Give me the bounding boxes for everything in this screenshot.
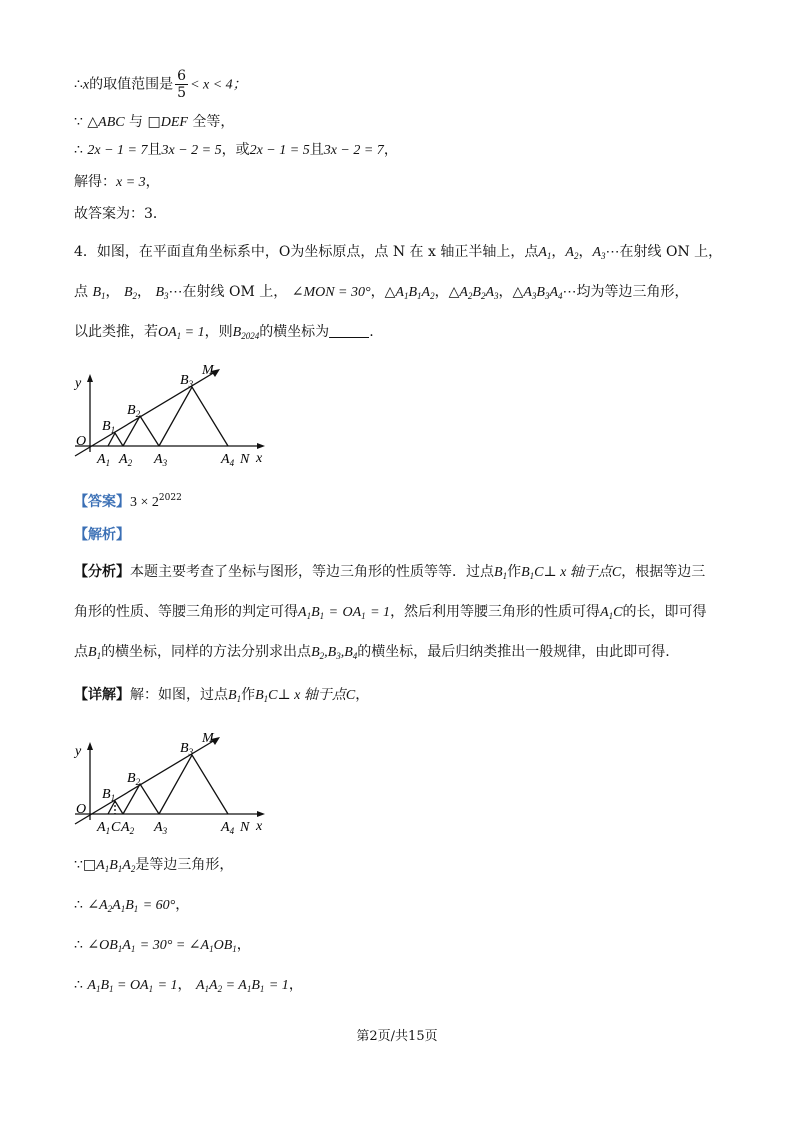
text: = (328, 605, 339, 620)
a3-label: $A_3$ (154, 820, 168, 836)
angle-ob1a1: $OB_1A_1$ (99, 938, 136, 954)
text: . (369, 324, 374, 340)
text: = 1 (370, 605, 391, 620)
text: ∴ (74, 977, 83, 993)
point-a3: $A_3$ (592, 245, 606, 261)
b2-label: $B_2$ (127, 403, 141, 419)
point-b1: $B_1$ (88, 645, 102, 661)
step-equilateral (74, 855, 233, 876)
triangle-a1b1a2: $A_1B_1A_2$ (395, 285, 435, 301)
angle-a1ob1: $A_1OB_1$ (200, 938, 237, 954)
problem-line-2 (74, 282, 689, 303)
origin-label: O (76, 434, 87, 449)
triangle-3 (159, 755, 228, 814)
step-angle-60 (74, 895, 189, 916)
problem-line-1 (74, 242, 722, 263)
y-label: y (75, 744, 82, 759)
angle-mon: ∠MON = 30° (291, 285, 371, 300)
point-b1: $B_1$ (494, 565, 508, 581)
inequality-tail: < x < 4； (190, 77, 247, 93)
fraction (175, 68, 188, 101)
triangle-2 (123, 416, 159, 446)
ray-om (75, 740, 215, 824)
answer-label: 【答案】 (74, 494, 130, 510)
text: 且 (309, 142, 324, 158)
b2-label: $B_2$ (127, 771, 141, 787)
text: 的横坐标，同样的方法分别求出点 (101, 644, 312, 660)
text: 点 (74, 284, 88, 300)
point-a1: $A_1$ (538, 245, 552, 261)
equation: = 1 (157, 978, 178, 993)
step-angle-30 (74, 935, 251, 956)
text: ⊥ x 轴于点 (543, 565, 612, 580)
points-b2-b3-b4: $B_2,B_3,B_4$ (311, 645, 358, 661)
text: 且 (147, 142, 162, 158)
equation: = 1 (181, 325, 205, 340)
b1-label: $B_1$ (102, 787, 116, 803)
detail-line (74, 685, 369, 706)
solution-line-congruent (74, 112, 234, 133)
text: 的横坐标，最后归纳类推出一般规律，由此即可得. (357, 644, 670, 660)
answer-base: 3 × 2 (130, 495, 159, 510)
segment-a1b1: $A_1B_1$ (298, 605, 325, 621)
y-label: y (75, 376, 82, 391)
point-a2: $A_2$ (565, 245, 579, 261)
triangle-3 (159, 387, 228, 446)
analysis-label (74, 525, 130, 545)
a1-label: $A_1$ (97, 452, 111, 468)
equation: = 60° (142, 898, 176, 913)
triangle-2 (123, 784, 159, 814)
text: ，△ (370, 284, 396, 300)
triangle-a2b2a3: $A_2B_2A_3$ (459, 285, 499, 301)
b3-label: $B_3$ (180, 741, 194, 757)
text: ，根据等边三 (621, 564, 706, 580)
because-symbol: ∵ (74, 114, 83, 130)
a4-label: $A_4$ (221, 820, 235, 836)
m-label: M (202, 731, 214, 746)
triangle-abc: △ABC (87, 115, 125, 130)
text: ⊥ x 轴于点 (277, 688, 346, 703)
page-footer: 第2页/共15页 (356, 1029, 438, 1044)
text: ， (175, 897, 190, 913)
problem-line-3: 以此类推，若$OA_1 = 1$，则$B_{2024}$的横坐标为 . (74, 324, 374, 341)
segment-a1c: $A_1C$ (600, 605, 623, 621)
solution-line-answer: 故答案为：3． (74, 206, 167, 222)
text: ， (145, 174, 160, 190)
answer-exponent: 2022 (158, 493, 182, 503)
text: 4．如图，在平面直角坐标系中，O为坐标原点，点 N 在 x 轴正半轴上，点 (74, 244, 539, 260)
point-c: C (611, 565, 622, 580)
text: ， (383, 142, 398, 158)
segment-oa: OA (158, 325, 177, 340)
text: ，则 (204, 324, 233, 340)
point-c: C (345, 688, 356, 703)
segment-b1c: $B_1C$ (521, 565, 544, 581)
x-axis-arrow (257, 443, 265, 449)
fenxi-label: 【分析】 (74, 564, 130, 580)
text: ， (288, 977, 303, 993)
text: ，△ (434, 284, 460, 300)
text: 是等边三角形， (135, 857, 234, 873)
fenxi-line-1 (74, 562, 705, 583)
figure-2 (70, 728, 270, 838)
equation: 3x − 2 = 7 (323, 143, 384, 158)
equation: = 30° = ∠ (139, 938, 201, 953)
equation: = 1 (268, 978, 289, 993)
triangle-def: DEF (160, 115, 188, 130)
a1-label: $A_1$ (97, 820, 111, 836)
text: 的横坐标为 (259, 324, 330, 340)
x-label: x (256, 451, 263, 466)
solution-line-equations (74, 140, 398, 161)
y-axis-arrow (87, 374, 93, 382)
text: ， (105, 284, 120, 300)
m-label: M (202, 363, 214, 378)
fraction-numerator: 6 (177, 68, 187, 84)
text: 点 (74, 644, 88, 660)
equation: x = 3 (116, 175, 146, 190)
text: 以此类推，若 (74, 324, 158, 340)
text: 角形的性质、等腰三角形的判定可得 (74, 604, 298, 620)
answer-line (74, 492, 182, 513)
point-b1: $B_1$ (228, 688, 242, 704)
n-label: N (240, 820, 250, 835)
text: ，然后利用等腰三角形的性质可得 (390, 604, 601, 620)
segment-a1a2: $A_1A_2 = A_1B_1$ (195, 978, 265, 994)
text: ⋯在射线 ON 上， (605, 244, 723, 260)
point-b2: $B_2$ (123, 285, 138, 301)
triangle-a3b3a4: $A_3B_3A_4$ (523, 285, 563, 301)
text: 作 (507, 564, 522, 580)
solution-line-range (74, 68, 247, 101)
x-label: x (256, 819, 263, 834)
text: 解得： (74, 174, 116, 190)
text: ∴ ∠ (74, 937, 100, 953)
var-x: x (82, 77, 90, 93)
box-glyph: □ (147, 114, 161, 130)
text: ，或 (221, 142, 250, 158)
origin-label: O (76, 802, 87, 817)
b3-label: $B_3$ (180, 373, 194, 389)
a2-label: $A_2$ (119, 452, 133, 468)
text: 本题主要考查了坐标与图形，等边三角形的性质等等．过点 (130, 564, 494, 580)
c-label: C (111, 820, 121, 835)
figure-1 (70, 360, 270, 470)
text: ∴ ∠ (74, 897, 100, 913)
n-label: N (240, 452, 250, 467)
text: ⋯在射线 OM 上， (168, 284, 288, 300)
text: 全等， (192, 114, 235, 130)
text: ， (578, 244, 593, 260)
answer-blank (329, 323, 369, 338)
segment-a1b1: $A_1B_1 = OA_1$ (87, 978, 154, 994)
detail-label: 【详解】 (74, 687, 130, 703)
angle-a2a1b1: $A_2A_1B_1$ (99, 898, 139, 914)
analysis-tag: 【解析】 (74, 527, 130, 543)
equation: 3x − 2 = 5 (161, 143, 222, 158)
text: 的长，即可得 (622, 604, 707, 620)
text: ， (137, 284, 152, 300)
therefore-symbol: ∴ (74, 142, 83, 158)
text: ，△ (498, 284, 524, 300)
a2-label: $A_2$ (121, 820, 135, 836)
equation: 2x − 1 = 7 (87, 143, 148, 158)
point-b3: $B_3$ (155, 285, 169, 301)
x-axis-arrow (257, 811, 265, 817)
text: 作 (241, 687, 256, 703)
point-b1: $B_1$ (92, 285, 106, 301)
therefore-symbol: ∴ (74, 76, 83, 93)
equation: 2x − 1 = 5 (249, 143, 310, 158)
point-b2024: $B_{2024}$ (232, 325, 260, 341)
solution-line-solve (74, 172, 160, 193)
text: ， (177, 977, 192, 993)
text: 解：如图，过点 (130, 687, 228, 703)
y-axis-arrow (87, 742, 93, 750)
triangle-a1b1a2: $A_1B_1A_2$ (96, 858, 136, 874)
segment-b1c: $B_1C$ (255, 688, 278, 704)
fenxi-line-3 (74, 642, 670, 663)
fenxi-line-2 (74, 602, 706, 623)
text: ， (355, 687, 370, 703)
b1-label: $B_1$ (102, 419, 116, 435)
a4-label: $A_4$ (221, 452, 235, 468)
text: ， (236, 937, 251, 953)
text: ⋯均为等边三角形， (562, 284, 689, 300)
fraction-denominator: 5 (177, 85, 187, 101)
a3-label: $A_3$ (154, 452, 168, 468)
text: ， (551, 244, 566, 260)
text: ∵□ (74, 857, 97, 873)
segment-oa1: $OA_1$ (342, 605, 366, 621)
text: 的取值范围是 (89, 76, 174, 93)
ray-om (75, 372, 215, 456)
step-lengths (74, 975, 303, 996)
text: 与 (129, 114, 144, 130)
